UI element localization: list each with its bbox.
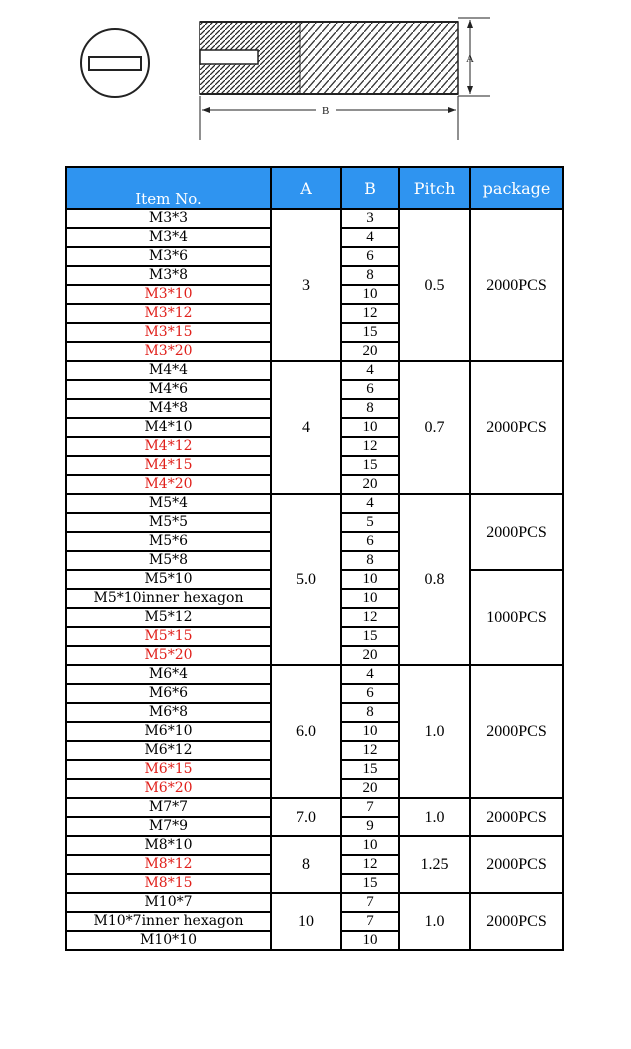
package-cell: 2000PCS [470,209,563,361]
item-no-cell: M10*7 [66,893,271,912]
b-cell: 12 [341,855,399,874]
item-no-cell: M3*4 [66,228,271,247]
pitch-cell: 1.25 [399,836,470,893]
item-no-cell: M5*20 [66,646,271,665]
dimension-a [458,18,490,96]
item-no-cell: M3*3 [66,209,271,228]
a-cell: 8 [271,836,341,893]
b-cell: 8 [341,399,399,418]
package-cell: 1000PCS [470,570,563,665]
item-no-cell: M6*10 [66,722,271,741]
package-cell: 2000PCS [470,494,563,570]
item-no-cell: M4*4 [66,361,271,380]
item-no-cell: M7*7 [66,798,271,817]
item-no-cell: M5*6 [66,532,271,551]
b-cell: 15 [341,760,399,779]
item-no-cell: M6*15 [66,760,271,779]
b-cell: 10 [341,418,399,437]
screw-spec-table [65,166,564,951]
item-no-cell: M7*9 [66,817,271,836]
item-no-cell: M5*15 [66,627,271,646]
table-row [66,665,563,684]
b-cell: 5 [341,513,399,532]
pitch-cell: 0.7 [399,361,470,494]
b-cell: 7 [341,912,399,931]
item-no-cell: M6*4 [66,665,271,684]
pitch-cell: 1.0 [399,665,470,798]
item-no-cell: M3*10 [66,285,271,304]
package-cell: 2000PCS [470,361,563,494]
b-cell: 8 [341,703,399,722]
b-cell: 20 [341,779,399,798]
header-pitch: Pitch [399,167,470,209]
b-cell: 12 [341,304,399,323]
item-no-cell: M5*4 [66,494,271,513]
b-cell: 4 [341,494,399,513]
b-cell: 8 [341,551,399,570]
b-cell: 8 [341,266,399,285]
item-no-cell: M4*15 [66,456,271,475]
package-cell: 2000PCS [470,665,563,798]
b-cell: 10 [341,722,399,741]
b-cell: 9 [341,817,399,836]
item-no-cell: M3*6 [66,247,271,266]
item-no-cell: M4*6 [66,380,271,399]
item-no-cell: M4*8 [66,399,271,418]
item-no-cell: M8*15 [66,874,271,893]
b-cell: 6 [341,684,399,703]
b-cell: 6 [341,247,399,266]
item-no-cell: M3*15 [66,323,271,342]
item-no-cell: M8*12 [66,855,271,874]
item-no-cell: M5*10 [66,570,271,589]
table-row [66,893,563,912]
table-row [66,209,563,228]
item-no-cell: M5*8 [66,551,271,570]
dim-b-label: B [322,105,330,117]
b-cell: 12 [341,608,399,627]
item-no-cell: M8*10 [66,836,271,855]
b-cell: 15 [341,874,399,893]
item-no-cell: M5*10inner hexagon [66,589,271,608]
screw-technical-drawing [0,0,631,160]
screw-side-view [200,22,458,94]
b-cell: 4 [341,361,399,380]
b-cell: 20 [341,475,399,494]
package-cell: 2000PCS [470,836,563,893]
table-row [66,494,563,513]
b-cell: 6 [341,532,399,551]
header-item-no: Item No. [66,167,271,209]
screw-end-view [81,29,149,97]
item-no-cell: M6*6 [66,684,271,703]
b-cell: 15 [341,323,399,342]
b-cell: 7 [341,893,399,912]
a-cell: 6.0 [271,665,341,798]
b-cell: 15 [341,456,399,475]
item-no-cell: M4*10 [66,418,271,437]
b-cell: 4 [341,665,399,684]
b-cell: 20 [341,646,399,665]
table-row [66,798,563,817]
item-no-cell: M4*12 [66,437,271,456]
item-no-cell: M10*10 [66,931,271,950]
b-cell: 10 [341,836,399,855]
pitch-cell: 1.0 [399,893,470,950]
dimension-b [200,96,458,140]
item-no-cell: M10*7inner hexagon [66,912,271,931]
b-cell: 6 [341,380,399,399]
item-no-cell: M6*8 [66,703,271,722]
item-no-cell: M3*12 [66,304,271,323]
table-row [66,361,563,380]
item-no-cell: M5*5 [66,513,271,532]
b-cell: 7 [341,798,399,817]
b-cell: 10 [341,285,399,304]
b-cell: 12 [341,741,399,760]
item-no-cell: M3*8 [66,266,271,285]
pitch-cell: 0.5 [399,209,470,361]
header-package: package [470,167,563,209]
item-no-cell: M6*20 [66,779,271,798]
b-cell: 10 [341,570,399,589]
header-a: A [271,167,341,209]
dim-a-label: A [466,53,474,65]
item-no-cell: M4*20 [66,475,271,494]
item-no-cell: M5*12 [66,608,271,627]
header-b: B [341,167,399,209]
package-cell: 2000PCS [470,893,563,950]
pitch-cell: 1.0 [399,798,470,836]
a-cell: 10 [271,893,341,950]
header-row [66,167,563,209]
b-cell: 3 [341,209,399,228]
b-cell: 20 [341,342,399,361]
spec-body [66,209,563,950]
item-no-cell: M6*12 [66,741,271,760]
b-cell: 15 [341,627,399,646]
b-cell: 12 [341,437,399,456]
item-no-cell: M3*20 [66,342,271,361]
b-cell: 4 [341,228,399,247]
a-cell: 5.0 [271,494,341,665]
a-cell: 4 [271,361,341,494]
b-cell: 10 [341,931,399,950]
b-cell: 10 [341,589,399,608]
a-cell: 3 [271,209,341,361]
table-row [66,836,563,855]
pitch-cell: 0.8 [399,494,470,665]
a-cell: 7.0 [271,798,341,836]
package-cell: 2000PCS [470,798,563,836]
